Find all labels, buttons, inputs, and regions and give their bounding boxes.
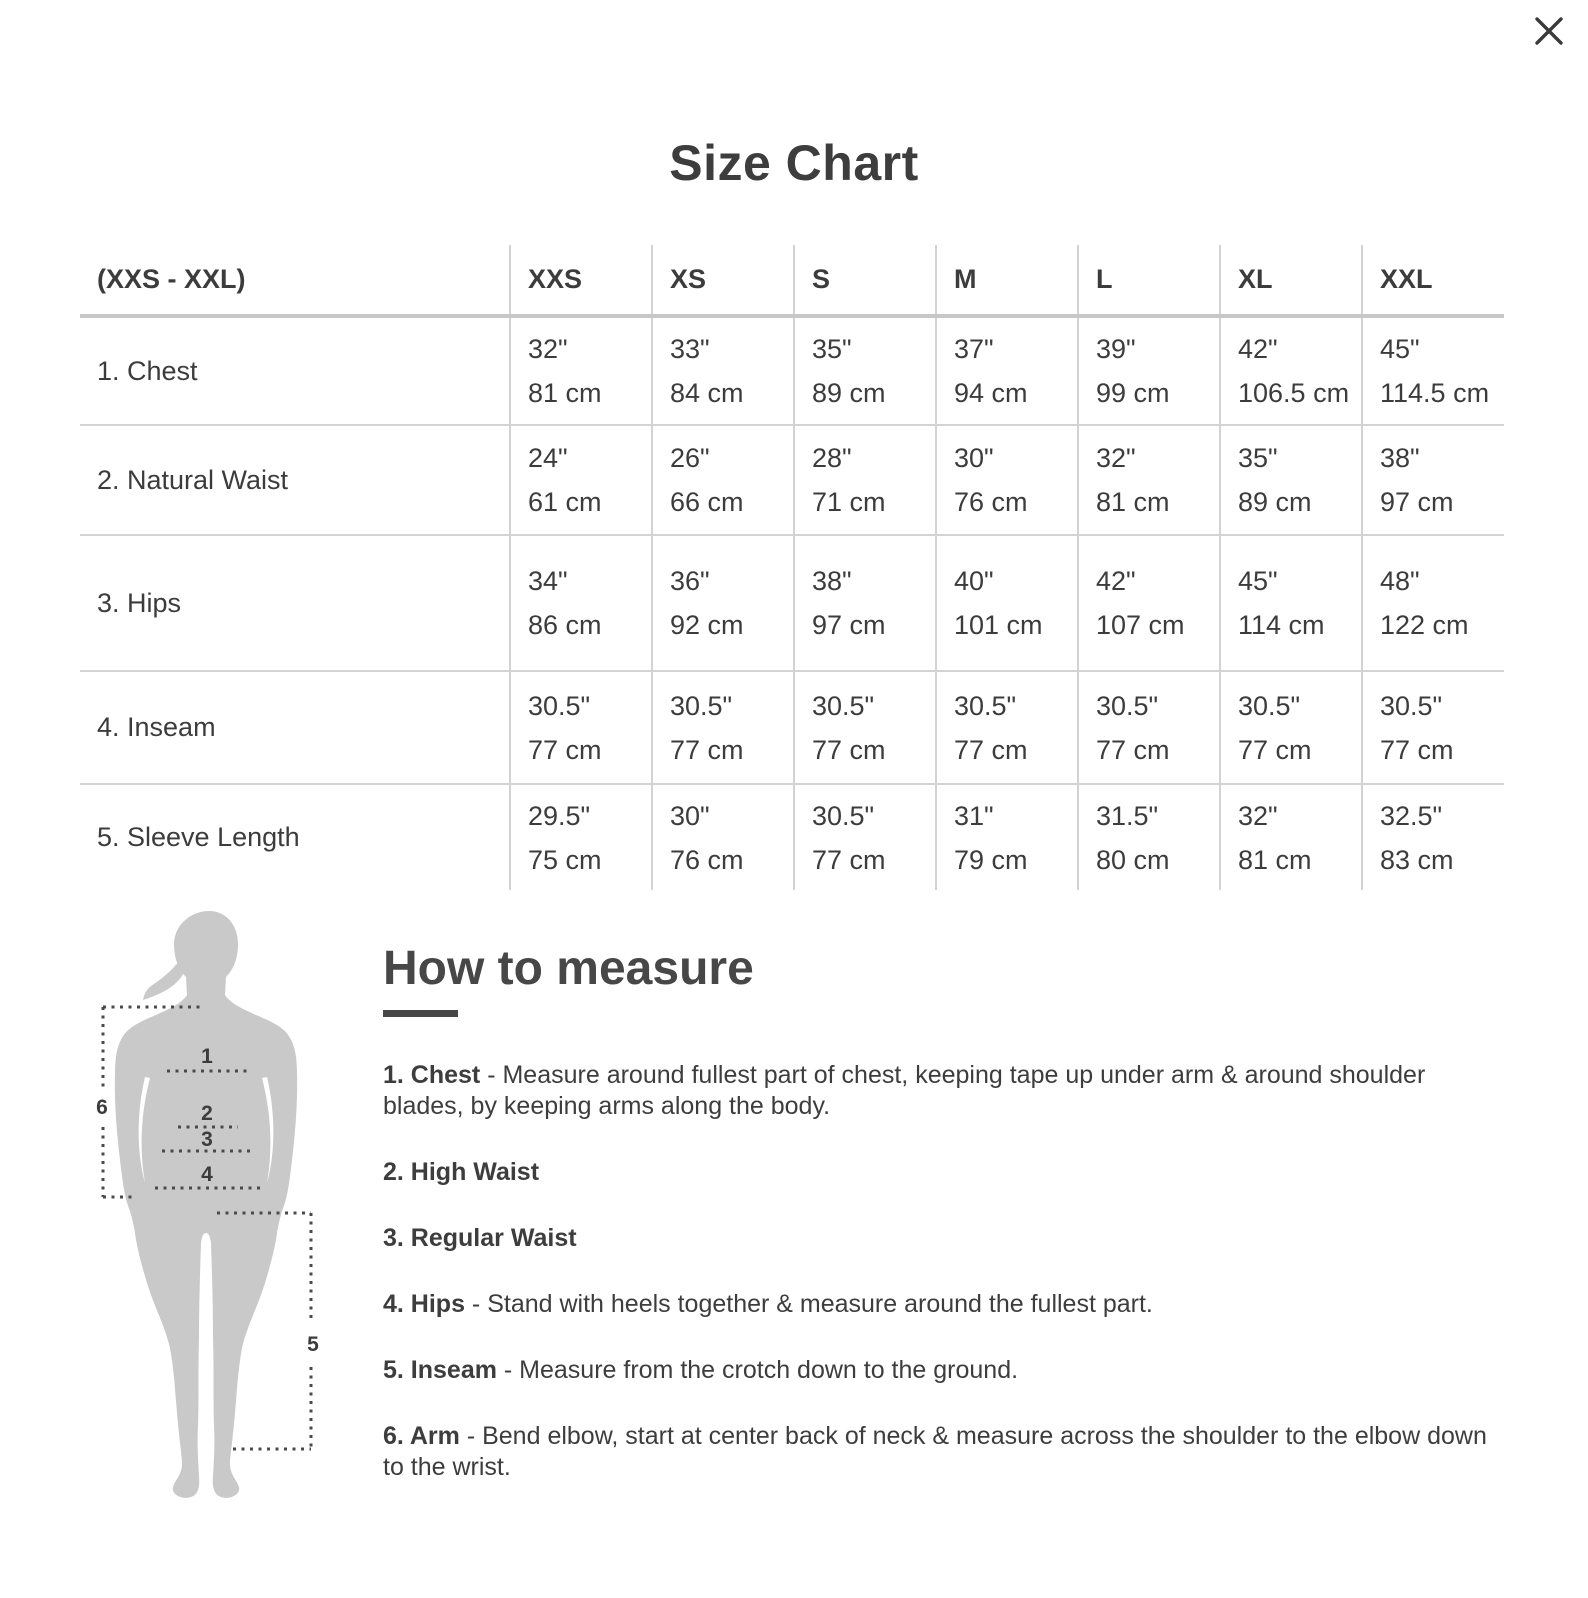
value-inches: 30.5" xyxy=(1238,690,1301,721)
how-to-measure-section xyxy=(383,944,1493,1518)
value-inches: 45" xyxy=(1380,334,1420,364)
measure-item-label: 4. Hips xyxy=(383,1290,465,1318)
value-inches: 30.5" xyxy=(1096,690,1159,721)
size-column-header: M xyxy=(936,245,1078,316)
measure-item-inseam xyxy=(383,1355,1493,1386)
value-cm: 86 cm xyxy=(528,610,602,640)
value-inches: 30.5" xyxy=(812,800,875,831)
value-cm: 92 cm xyxy=(670,610,744,640)
size-value-cell xyxy=(510,784,652,890)
size-value-cell xyxy=(1078,535,1220,671)
value-inches: 24" xyxy=(528,443,568,473)
value-inches: 30.5" xyxy=(954,690,1017,721)
size-value-cell xyxy=(1220,671,1362,784)
how-to-measure-heading: How to measure xyxy=(383,942,754,995)
figure-label-arm: 6 xyxy=(96,1096,108,1119)
value-cm: 77 cm xyxy=(528,734,602,765)
value-cm: 107 cm xyxy=(1096,610,1185,640)
value-inches: 32" xyxy=(1096,443,1136,473)
value-inches: 32.5" xyxy=(1380,800,1443,831)
size-value-cell xyxy=(936,316,1078,425)
value-inches: 40" xyxy=(954,566,994,596)
value-cm: 83 cm xyxy=(1380,844,1454,875)
value-cm: 84 cm xyxy=(670,378,744,408)
size-range-header: (XXS - XXL) xyxy=(80,245,510,316)
value-inches: 33" xyxy=(670,334,710,364)
value-cm: 94 cm xyxy=(954,378,1028,408)
measure-item-text: - Measure from the crotch down to the ground. xyxy=(496,1356,1019,1384)
size-value-cell xyxy=(1220,784,1362,890)
size-table-row xyxy=(80,671,1504,784)
size-value-cell xyxy=(652,425,794,535)
value-cm: 81 cm xyxy=(1238,844,1312,875)
measurement-row-label: 5. Sleeve Length xyxy=(80,784,510,890)
page-title: Size Chart xyxy=(669,135,919,191)
measurement-figure xyxy=(75,878,345,1538)
size-table-header-row xyxy=(80,245,1504,316)
size-column-header: L xyxy=(1078,245,1220,316)
size-column-header: XXS xyxy=(510,245,652,316)
measure-item-label: 1. Chest xyxy=(383,1061,481,1089)
size-value-cell xyxy=(1078,784,1220,890)
figure-label-regular-waist: 3 xyxy=(201,1128,213,1151)
value-inches: 39" xyxy=(1096,334,1136,364)
size-value-cell xyxy=(652,671,794,784)
value-inches: 28" xyxy=(812,443,852,473)
size-table-row xyxy=(80,535,1504,671)
body-silhouette xyxy=(115,911,297,1498)
size-value-cell xyxy=(510,425,652,535)
size-value-cell xyxy=(1220,535,1362,671)
size-value-cell xyxy=(936,425,1078,535)
size-value-cell xyxy=(652,316,794,425)
size-table-row xyxy=(80,784,1504,890)
value-cm: 61 cm xyxy=(528,487,602,517)
measure-item-label: 3. Regular Waist xyxy=(383,1224,577,1252)
value-inches: 38" xyxy=(1380,443,1420,473)
measure-item-regular-waist xyxy=(383,1223,1493,1254)
measure-item-arm xyxy=(383,1421,1493,1483)
size-value-cell xyxy=(1078,671,1220,784)
size-value-cell xyxy=(936,671,1078,784)
value-inches: 42" xyxy=(1238,334,1278,364)
value-cm: 77 cm xyxy=(670,734,744,765)
measurement-row-label: 1. Chest xyxy=(97,355,198,386)
size-column-header: XS xyxy=(652,245,794,316)
measure-item-text: - Stand with heels together & measure around the fullest part. xyxy=(464,1290,1153,1318)
value-cm: 81 cm xyxy=(528,378,602,408)
measurement-row-label: 4. Inseam xyxy=(80,671,510,784)
value-cm: 114 cm xyxy=(1238,610,1325,640)
value-cm: 77 cm xyxy=(1380,734,1454,765)
value-inches: 31.5" xyxy=(1096,800,1159,831)
value-inches: 30.5" xyxy=(1380,690,1443,721)
size-table-row xyxy=(80,316,1504,425)
value-inches: 38" xyxy=(812,566,852,596)
close-icon xyxy=(1534,16,1564,46)
size-column-header: XL xyxy=(1220,245,1362,316)
value-inches: 30.5" xyxy=(812,690,875,721)
value-cm: 76 cm xyxy=(954,487,1028,517)
size-table xyxy=(80,245,1504,890)
size-value-cell xyxy=(794,316,936,425)
size-value-cell xyxy=(510,535,652,671)
value-inches: 30.5" xyxy=(528,690,591,721)
measure-item-text: - Measure around fullest part of chest, keeping tape up under arm & around shoulder blades, by keeping arms along the body. xyxy=(383,1061,1426,1120)
size-value-cell xyxy=(1362,316,1504,425)
measure-item-label: 5. Inseam xyxy=(383,1356,497,1384)
measure-item-hips xyxy=(383,1289,1493,1320)
size-value-cell xyxy=(794,535,936,671)
size-value-cell xyxy=(794,425,936,535)
value-cm: 71 cm xyxy=(812,487,886,517)
size-value-cell xyxy=(1362,425,1504,535)
size-column-header: XXL xyxy=(1362,245,1504,316)
value-inches: 32" xyxy=(528,334,568,364)
size-value-cell xyxy=(1362,784,1504,890)
figure-label-chest: 1 xyxy=(201,1045,213,1068)
value-inches: 48" xyxy=(1380,566,1420,596)
value-cm: 77 cm xyxy=(812,734,886,765)
value-inches: 36" xyxy=(670,566,710,596)
figure-label-inseam: 5 xyxy=(307,1333,319,1356)
size-value-cell xyxy=(794,784,936,890)
heading-underline xyxy=(383,1010,458,1017)
value-inches: 31" xyxy=(954,800,994,831)
size-column-header: S xyxy=(794,245,936,316)
measure-item-label: 6. Arm xyxy=(383,1422,460,1450)
value-cm: 77 cm xyxy=(812,844,886,875)
value-cm: 89 cm xyxy=(812,378,886,408)
value-cm: 99 cm xyxy=(1096,378,1170,408)
size-value-cell xyxy=(936,535,1078,671)
value-inches: 30" xyxy=(954,443,994,473)
value-cm: 97 cm xyxy=(812,610,886,640)
value-inches: 45" xyxy=(1238,566,1278,596)
size-value-cell xyxy=(652,535,794,671)
value-cm: 80 cm xyxy=(1096,844,1170,875)
value-cm: 114.5 cm xyxy=(1380,378,1490,408)
value-cm: 101 cm xyxy=(954,610,1043,640)
size-value-cell xyxy=(510,671,652,784)
value-cm: 75 cm xyxy=(528,844,602,875)
size-value-cell xyxy=(794,671,936,784)
ponytail xyxy=(143,956,188,1000)
value-inches: 30" xyxy=(670,800,710,831)
size-value-cell xyxy=(652,784,794,890)
size-value-cell xyxy=(1220,425,1362,535)
value-cm: 106.5 cm xyxy=(1238,378,1350,408)
size-value-cell xyxy=(936,784,1078,890)
size-table-row xyxy=(80,425,1504,535)
size-value-cell xyxy=(1220,316,1362,425)
value-inches: 34" xyxy=(528,566,568,596)
measure-item-chest xyxy=(383,1060,1493,1122)
value-cm: 76 cm xyxy=(670,844,744,875)
value-inches: 29.5" xyxy=(528,800,591,831)
measure-instructions xyxy=(383,1060,1493,1483)
value-cm: 89 cm xyxy=(1238,487,1312,517)
value-cm: 79 cm xyxy=(954,844,1028,875)
measurement-row-label: 2. Natural Waist xyxy=(80,425,510,535)
figure-label-high-waist: 2 xyxy=(201,1102,213,1125)
value-inches: 32" xyxy=(1238,800,1278,831)
value-cm: 122 cm xyxy=(1380,610,1469,640)
value-inches: 26" xyxy=(670,443,710,473)
value-cm: 77 cm xyxy=(1096,734,1170,765)
value-inches: 35" xyxy=(812,334,852,364)
size-value-cell xyxy=(1362,535,1504,671)
close-button[interactable] xyxy=(1526,8,1572,54)
measure-item-label: 2. High Waist xyxy=(383,1158,540,1186)
size-value-cell xyxy=(1078,316,1220,425)
figure-label-hips: 4 xyxy=(201,1163,213,1186)
size-value-cell xyxy=(510,316,652,425)
value-cm: 66 cm xyxy=(670,487,744,517)
value-cm: 77 cm xyxy=(954,734,1028,765)
value-inches: 42" xyxy=(1096,566,1136,596)
value-inches: 35" xyxy=(1238,443,1278,473)
value-cm: 77 cm xyxy=(1238,734,1312,765)
value-cm: 81 cm xyxy=(1096,487,1170,517)
measure-item-high-waist xyxy=(383,1157,1493,1188)
size-value-cell xyxy=(1362,671,1504,784)
measurement-row-label: 3. Hips xyxy=(80,535,510,671)
measure-item-text: - Bend elbow, start at center back of neck & measure across the shoulder to the elbow down to the wrist. xyxy=(383,1422,1487,1481)
size-value-cell xyxy=(1078,425,1220,535)
value-inches: 30.5" xyxy=(670,690,733,721)
value-cm: 97 cm xyxy=(1380,487,1454,517)
value-inches: 37" xyxy=(954,334,994,364)
